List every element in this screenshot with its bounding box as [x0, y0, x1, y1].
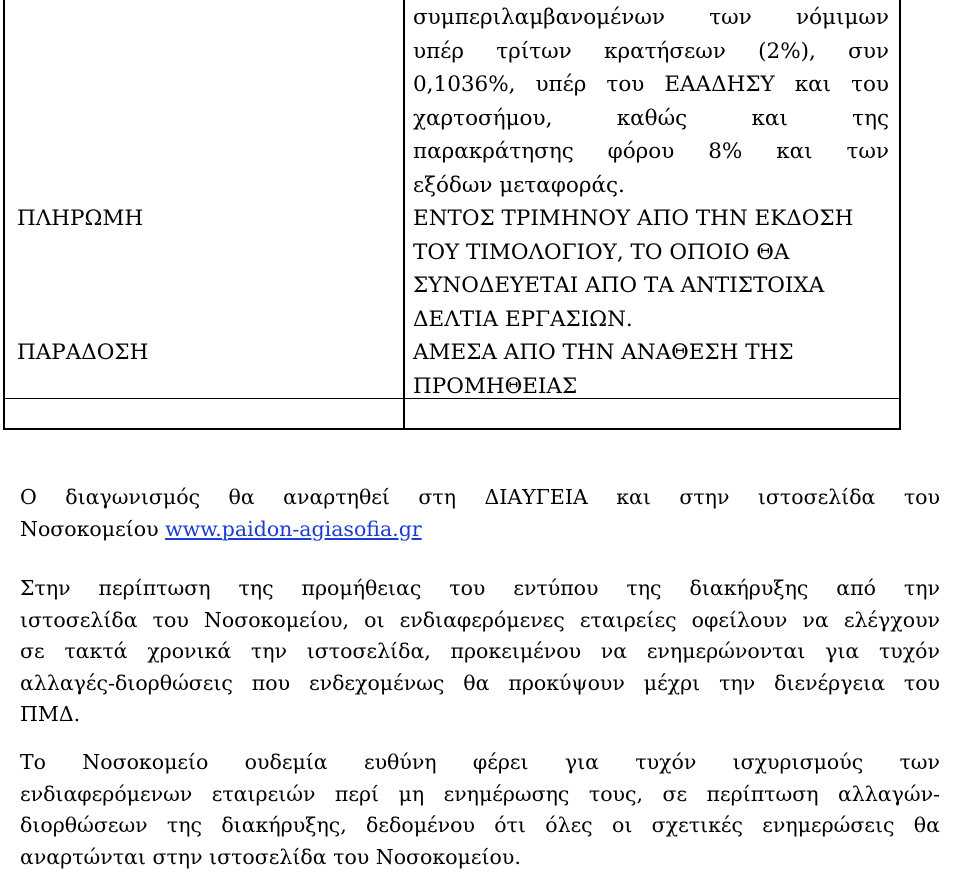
table-cell-payment	[413, 202, 889, 336]
paragraph-line: Το Νοσοκομείο ουδεμία ευθύνη φέρει για τυχόν ισχυρισμούς των	[20, 747, 940, 779]
table-label-payment: ΠΛΗΡΩΜΗ	[17, 202, 392, 236]
table-column-divider	[403, 0, 405, 428]
paragraph-line: αναρτώνται στην ιστοσελίδα του Νοσοκομείου.	[20, 842, 940, 873]
liability-paragraph	[20, 747, 940, 873]
table-cell-line: ΤΟΥ ΤΙΜΟΛΟΓΙΟΥ, ΤΟ ΟΠΟΙΟ ΘΑ	[413, 236, 889, 270]
table-cell-line: ΔΕΛΤΙΑ ΕΡΓΑΣΙΩΝ.	[413, 303, 889, 337]
paragraph-line: Στην περίπτωση της προμήθειας του εντύπου της διακήρυξης από την	[20, 573, 940, 605]
website-link[interactable]: www.paidon-agiasofia.gr	[165, 517, 422, 541]
table-label-delivery: ΠΑΡΑΔΟΣΗ	[17, 336, 392, 370]
table-cell-delivery	[413, 336, 889, 403]
table-cell-line: ΕΝΤΟΣ ΤΡΙΜΗΝΟΥ ΑΠΟ ΤΗΝ ΕΚΔΟΣΗ	[413, 202, 889, 236]
paragraph-text: Νοσοκομείου	[20, 517, 165, 541]
table-cell-line: ΑΜΕΣΑ ΑΠΟ ΤΗΝ ΑΝΑΘΕΣΗ ΤΗΣ	[413, 336, 889, 370]
table-cell-line: υπέρ τρίτων κρατήσεων (2%), συν	[413, 35, 889, 69]
table-cell-line: ΠΡΟΜΗΘΕΙΑΣ	[413, 370, 889, 404]
table-cell-line: συμπεριλαμβανομένων των νόμιμων	[413, 1, 889, 35]
paragraph-line: σε τακτά χρονικά την ιστοσελίδα, προκειμένου να ενημερώνονται για τυχόν	[20, 636, 940, 668]
publication-paragraph	[20, 482, 940, 545]
paragraph-line: ΠΜΔ.	[20, 699, 940, 731]
table-cell-line: εξόδων μεταφοράς.	[413, 169, 889, 203]
table-cell-price-continued	[413, 1, 889, 202]
paragraph-line: Ο διαγωνισμός θα αναρτηθεί στη ΔΙΑΥΓΕΙΑ και στην ιστοσελίδα του	[20, 482, 940, 514]
table-cell-line: 0,1036%, υπέρ του ΕΑΑΔΗΣΥ και του	[413, 68, 889, 102]
paragraph-line: ιστοσελίδα του Νοσοκομείου, οι ενδιαφερόμενες εταιρείες οφείλουν να ελέγχουν	[20, 605, 940, 637]
paragraph-line: ενδιαφερόμενων εταιρειών περί μη ενημέρωσης τους, σε περίπτωση αλλαγών-	[20, 779, 940, 811]
paragraph-line: διορθώσεων της διακήρυξης, δεδομένου ότι όλες οι σχετικές ενημερώσεις θα	[20, 810, 940, 842]
table-cell-line: χαρτοσήμου, καθώς και της	[413, 102, 889, 136]
paragraph-line	[20, 514, 940, 546]
notice-paragraph	[20, 573, 940, 731]
conditions-table	[3, 0, 901, 430]
table-cell-line: ΣΥΝΟΔΕΥΕΤΑΙ ΑΠΟ ΤΑ ΑΝΤΙΣΤΟΙΧΑ	[413, 269, 889, 303]
paragraph-line: αλλαγές-διορθώσεις που ενδεχομένως θα προκύψουν μέχρι την διενέργεια του	[20, 668, 940, 700]
table-cell-line: παρακράτησης φόρου 8% και των	[413, 135, 889, 169]
